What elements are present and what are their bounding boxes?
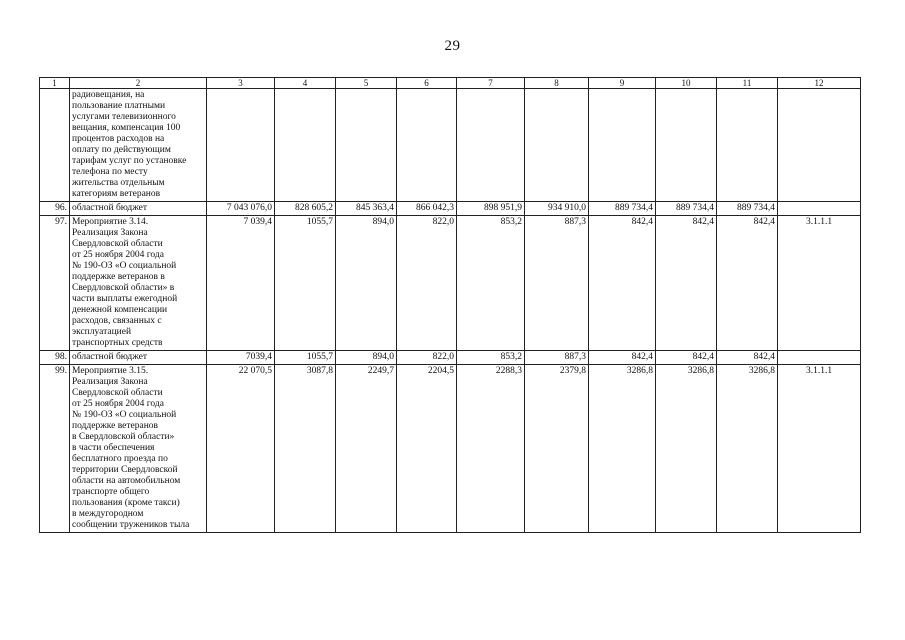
row-number: 98. bbox=[40, 351, 70, 365]
value-cell: 3286,8 bbox=[656, 365, 717, 533]
column-header: 6 bbox=[397, 78, 457, 89]
value-cell: 845 363,4 bbox=[336, 202, 397, 216]
row-description: Мероприятие 3.14. Реализация Закона Свердловской области от 25 ноября 2004 года № 190-ОЗ «О социальной поддержке ветеранов в Свердловской области» в части выплаты ежегодной денежной компенсации расходов, связанных с эксплуатацией транспортных средств bbox=[72, 217, 178, 348]
value-cell: 853,2 bbox=[457, 351, 525, 365]
value-cell bbox=[275, 89, 336, 202]
value-cell bbox=[397, 89, 457, 202]
value-cell: 1055,7 bbox=[275, 351, 336, 365]
value-cell: 3286,8 bbox=[589, 365, 656, 533]
value-cell: 2288,3 bbox=[457, 365, 525, 533]
value-cell: 3087,8 bbox=[275, 365, 336, 533]
row-description-cell bbox=[70, 202, 207, 216]
column-header: 7 bbox=[457, 78, 525, 89]
target-code-cell bbox=[778, 89, 861, 202]
table-row bbox=[40, 89, 861, 202]
row-description: областной бюджет bbox=[72, 203, 148, 213]
value-cell bbox=[717, 89, 778, 202]
column-header: 12 bbox=[778, 78, 861, 89]
column-header-row bbox=[40, 78, 861, 89]
target-code-cell bbox=[778, 351, 861, 365]
value-cell: 842,4 bbox=[717, 351, 778, 365]
value-cell bbox=[336, 89, 397, 202]
row-description: областной бюджет bbox=[72, 352, 148, 362]
value-cell: 842,4 bbox=[656, 351, 717, 365]
value-cell: 2204,5 bbox=[397, 365, 457, 533]
value-cell: 822,0 bbox=[397, 216, 457, 351]
row-description-cell bbox=[70, 216, 207, 351]
value-cell: 934 910,0 bbox=[525, 202, 589, 216]
target-code-cell: 3.1.1.1 bbox=[778, 216, 861, 351]
value-cell: 853,2 bbox=[457, 216, 525, 351]
value-cell: 2249,7 bbox=[336, 365, 397, 533]
value-cell bbox=[457, 89, 525, 202]
column-header: 2 bbox=[70, 78, 207, 89]
value-cell bbox=[525, 89, 589, 202]
value-cell: 889 734,4 bbox=[589, 202, 656, 216]
page-number: 29 bbox=[444, 38, 461, 54]
row-number: 96. bbox=[40, 202, 70, 216]
row-description-cell bbox=[70, 365, 207, 533]
value-cell: 889 734,4 bbox=[717, 202, 778, 216]
value-cell: 889 734,4 bbox=[656, 202, 717, 216]
value-cell: 894,0 bbox=[336, 216, 397, 351]
value-cell: 842,4 bbox=[589, 216, 656, 351]
value-cell: 887,3 bbox=[525, 351, 589, 365]
row-description-cell bbox=[70, 351, 207, 365]
row-description-cell bbox=[70, 89, 207, 202]
value-cell bbox=[589, 89, 656, 202]
value-cell: 842,4 bbox=[589, 351, 656, 365]
value-cell: 894,0 bbox=[336, 351, 397, 365]
row-description: радиовещания, на пользование платными услугами телевизионного вещания, компенсация 100 процентов расходов на оплату по действующим тарифам услуг по установке телефона по месту жительства отдельным категориям ветеранов bbox=[72, 90, 187, 199]
table-row bbox=[40, 365, 861, 533]
column-header: 3 bbox=[207, 78, 275, 89]
value-cell: 866 042,3 bbox=[397, 202, 457, 216]
value-cell: 22 070,5 bbox=[207, 365, 275, 533]
value-cell: 822,0 bbox=[397, 351, 457, 365]
table-row bbox=[40, 216, 861, 351]
target-code-cell bbox=[778, 202, 861, 216]
value-cell: 7 039,4 bbox=[207, 216, 275, 351]
value-cell: 887,3 bbox=[525, 216, 589, 351]
budget-table bbox=[39, 77, 861, 533]
value-cell: 3286,8 bbox=[717, 365, 778, 533]
column-header: 9 bbox=[589, 78, 656, 89]
value-cell: 828 605,2 bbox=[275, 202, 336, 216]
value-cell bbox=[207, 89, 275, 202]
value-cell: 2379,8 bbox=[525, 365, 589, 533]
column-header: 4 bbox=[275, 78, 336, 89]
row-description: Мероприятие 3.15. Реализация Закона Свердловской области от 25 ноября 2004 года № 190-ОЗ «О социальной поддержке ветеранов в Свердловской области» в части обеспечения бесплатного проезда по территории Свердловской области на автомобильном транспорте общего пользования (кроме такси) в междугородном сообщении тружеников тыла bbox=[72, 366, 190, 530]
row-number: 97. bbox=[40, 216, 70, 351]
table-row bbox=[40, 202, 861, 216]
value-cell: 842,4 bbox=[656, 216, 717, 351]
value-cell bbox=[656, 89, 717, 202]
column-header: 11 bbox=[717, 78, 778, 89]
column-header: 8 bbox=[525, 78, 589, 89]
value-cell: 7039,4 bbox=[207, 351, 275, 365]
table-row bbox=[40, 351, 861, 365]
value-cell: 1055,7 bbox=[275, 216, 336, 351]
column-header: 5 bbox=[336, 78, 397, 89]
value-cell: 898 951,9 bbox=[457, 202, 525, 216]
row-number: 99. bbox=[40, 365, 70, 533]
table-body bbox=[40, 78, 861, 533]
column-header: 1 bbox=[40, 78, 70, 89]
target-code-cell: 3.1.1.1 bbox=[778, 365, 861, 533]
value-cell: 7 043 076,0 bbox=[207, 202, 275, 216]
row-number bbox=[40, 89, 70, 202]
column-header: 10 bbox=[656, 78, 717, 89]
value-cell: 842,4 bbox=[717, 216, 778, 351]
